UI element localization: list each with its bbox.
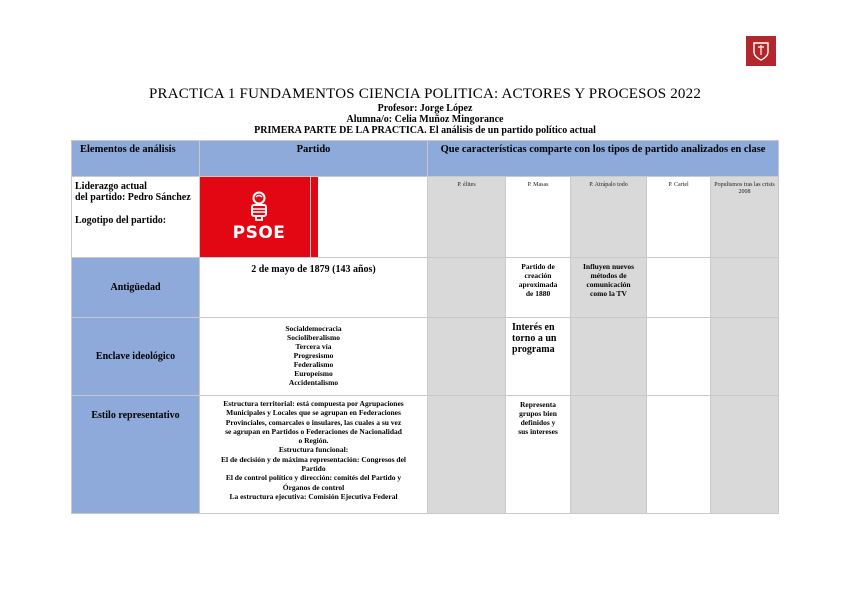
estilo-label: Estilo representativo [72,396,200,514]
professor-line: Profesor: Jorge López [377,103,473,114]
sub-populismos: Populismos tras las crisis 2008 [711,177,779,258]
ideology-item: Tercera vía [295,342,332,351]
ideology-item: Accidentalismo [288,378,339,387]
empty-cell [428,258,506,318]
party-logo-cell [200,177,311,258]
enclave-masas [506,318,571,396]
text-line: Representa [519,400,557,409]
text-line: comunicación [586,280,631,289]
text-line: Influyen nuevos [582,262,635,271]
ideology-item: Progresismo [293,351,334,360]
document-title: PRACTICA 1 FUNDAMENTOS CIENCIA POLITICA: ACTORES Y PROCESOS 2022 [148,86,702,102]
text-line: Órganos de control [282,482,345,492]
antiguedad-atrapalo [571,258,647,318]
text-line: Partido [301,464,326,474]
text-line: Municipales y Locales que se agrupan en Federaciones [226,408,401,418]
text-line: Estructura territorial: está compuesta por Agrupaciones [223,399,404,408]
empty-cell [711,258,779,318]
text-line: como la TV [590,289,627,298]
empty-cell [647,396,711,514]
leadership-cell [72,177,200,258]
text-line: Estructura funcional: [278,445,349,455]
ideology-item: Federalismo [293,360,334,369]
text-line: sus intereses [518,427,558,436]
party-empty-cell [311,177,428,258]
text-line: La estructura ejecutiva: Comisión Ejecutiva Federal [229,491,398,501]
rose-fist-icon [246,191,272,221]
enclave-items [200,318,428,396]
text-line: o Región. [298,436,329,446]
leadership-label-1: Liderazgo actual [75,181,147,192]
header-types: Que características comparte con los tipos de partido analizados en clase [428,141,779,177]
psoe-logo [200,177,318,257]
text-line: creación [524,271,552,280]
part-heading: PRIMERA PARTE DE LA PRACTICA. El análisis de un partido político actual [254,125,596,136]
text-line: definidos y [520,418,556,427]
antiguedad-label: Antigüedad [72,258,200,318]
university-logo [746,36,776,66]
header-elements: Elementos de análisis [72,141,200,177]
text-line: Provinciales, comarcales o insulares, las cuales a su vez [225,417,402,427]
text-line: aproximada [518,280,558,289]
empty-cell [647,318,711,396]
sub-elites: P. élites [428,177,506,258]
empty-cell [711,396,779,514]
empty-cell [571,396,647,514]
logo-label: Logotipo del partido: [75,215,167,226]
empty-cell [647,258,711,318]
text-line: Partido de [521,262,555,271]
antiguedad-masas [506,258,571,318]
ideology-item: Socioliberalismo [287,333,340,342]
student-line: Alumna/o: Celia Muñoz Mingorance [346,114,504,125]
text-line: El de decisión y de máxima representación: Congresos del [221,454,406,464]
analysis-table [71,140,779,514]
empty-cell [711,318,779,396]
antiguedad-value: 2 de mayo de 1879 (143 años) [200,258,428,318]
text-line: grupos bien [519,409,557,418]
psoe-wordmark: PSOE [232,223,286,243]
leadership-label-2: del partido: Pedro Sánchez [75,192,191,203]
text-line: torno a un [512,333,557,344]
enclave-label: Enclave ideológico [72,318,200,396]
sub-cartel: P. Cartel [647,177,711,258]
ideology-item: Socialdemocracia [285,324,342,333]
text-line: programa [512,344,555,355]
text-line: Interés en [512,322,555,333]
estilo-text [200,396,428,514]
estilo-masas [506,396,571,514]
header-party: Partido [200,141,428,177]
text-line: se agrupan en Partidos o Federaciones de Nacionalidad [225,426,402,436]
sub-masas: P. Masas [506,177,571,258]
text-line: El de control político y dirección: comités del Partido y [225,473,402,483]
text-line: de 1880 [525,289,551,298]
sub-atrapalo: P. Atrápalo todo [571,177,647,258]
ideology-item: Europeísmo [294,369,333,378]
empty-cell [428,318,506,396]
empty-cell [571,318,647,396]
empty-cell [428,396,506,514]
text-line: métodos de [590,271,627,280]
